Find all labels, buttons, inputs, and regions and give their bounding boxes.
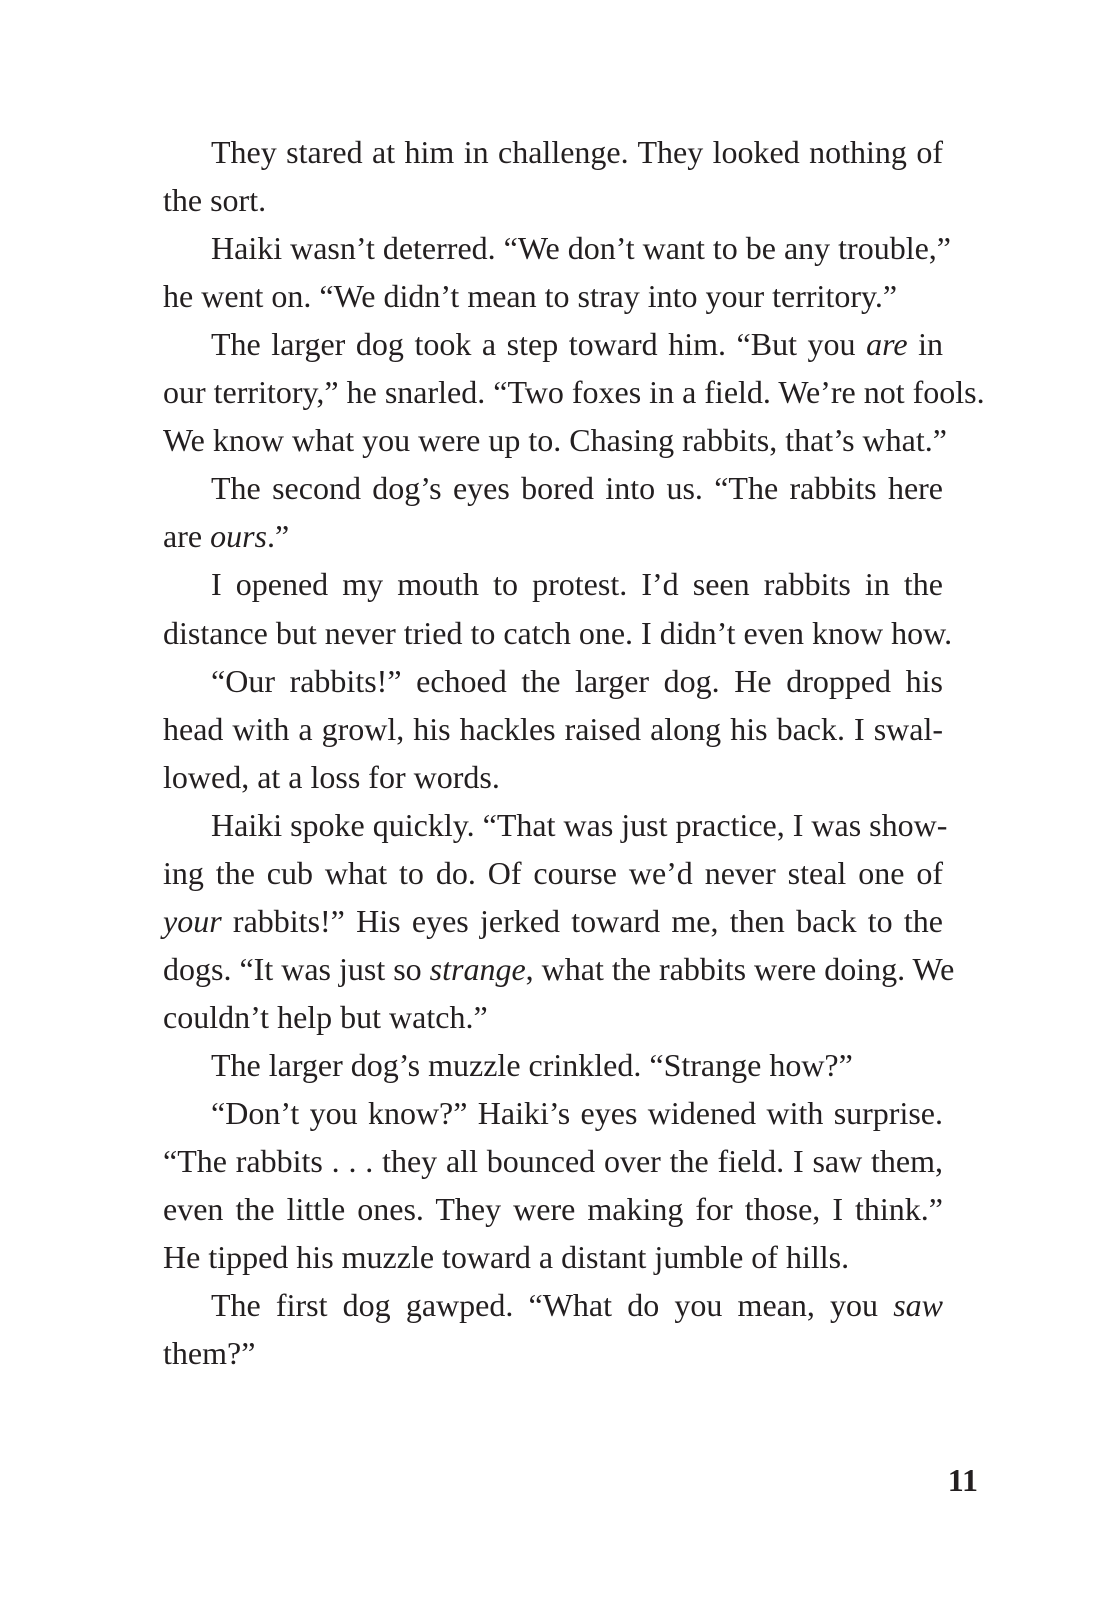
text-segment: even the little ones. They were making for those, I think.” [163,1191,943,1227]
text-segment: dogs. “It was just so [163,951,430,987]
italic-text: strange [429,951,526,987]
text-segment: The larger dog’s muzzle crinkled. “Strange how?” [211,1047,853,1083]
text-line [211,468,943,508]
text-segment: , what the rabbits were doing. We [525,951,955,987]
page-number: 11 [947,1462,978,1498]
text-segment: .” [266,518,290,554]
text-line [163,420,947,460]
text-segment: We know what you were up to. Chasing rabbits, that’s what.” [163,422,947,458]
text-line [163,853,943,893]
text-line [211,1093,943,1133]
text-segment: the sort. [163,182,267,218]
text-line [163,709,943,749]
italic-text: are [866,326,908,362]
text-line [211,132,943,172]
text-line [163,901,943,941]
text-line [163,1333,943,1373]
italic-text: saw [893,1287,943,1323]
text-segment: “Don’t you know?” Haiki’s eyes widened with surprise. [211,1095,943,1131]
italic-text: your [163,903,222,939]
text-segment: head with a growl, his hackles raised along his back. I swal- [163,711,943,747]
text-line [211,1045,943,1085]
text-segment: distance but never tried to catch one. I didn’t even know how. [163,615,953,651]
text-line [163,372,985,412]
text-segment: Haiki wasn’t deterred. “We don’t want to be any trouble,” [211,230,951,266]
text-segment: He tipped his muzzle toward a distant jumble of hills. [163,1239,850,1275]
text-line [163,613,953,653]
text-line [163,516,943,556]
text-segment: The first dog gawped. “What do you mean, you [211,1287,894,1323]
text-segment: our territory,” he snarled. “Two foxes in a field. We’re not fools. [163,374,985,410]
text-line [163,757,943,797]
text-segment: are [163,518,211,554]
text-segment: They stared at him in challenge. They looked nothing of [211,134,943,170]
text-line [163,997,943,1037]
text-line [163,1189,943,1229]
text-line [163,949,955,989]
italic-text: ours [210,518,267,554]
text-segment: in [907,326,944,362]
text-line [211,1285,943,1325]
text-segment: I opened my mouth to protest. I’d seen rabbits in the [211,566,943,602]
text-segment: The larger dog took a step toward him. “But you [211,326,867,362]
text-line [211,324,943,364]
text-segment: lowed, at a loss for words. [163,759,500,795]
text-segment: “The rabbits . . . they all bounced over the field. I saw them, [163,1143,943,1179]
text-line [211,661,943,701]
text-segment: couldn’t help but watch.” [163,999,488,1035]
text-line [211,805,948,845]
text-segment: he went on. “We didn’t mean to stray into your territory.” [163,278,898,314]
text-segment: ing the cub what to do. Of course we’d never steal one of [163,855,943,891]
text-segment: “Our rabbits!” echoed the larger dog. He dropped his [211,663,943,699]
text-line [163,276,943,316]
text-segment: them?” [163,1335,256,1371]
text-line [211,564,943,604]
text-line [163,1237,943,1277]
text-line [163,1141,943,1181]
text-segment: rabbits!” His eyes jerked toward me, then back to the [221,903,943,939]
text-segment: The second dog’s eyes bored into us. “The rabbits here [211,470,943,506]
text-segment: Haiki spoke quickly. “That was just practice, I was show- [211,807,948,843]
text-line [163,180,943,220]
text-line [211,228,951,268]
